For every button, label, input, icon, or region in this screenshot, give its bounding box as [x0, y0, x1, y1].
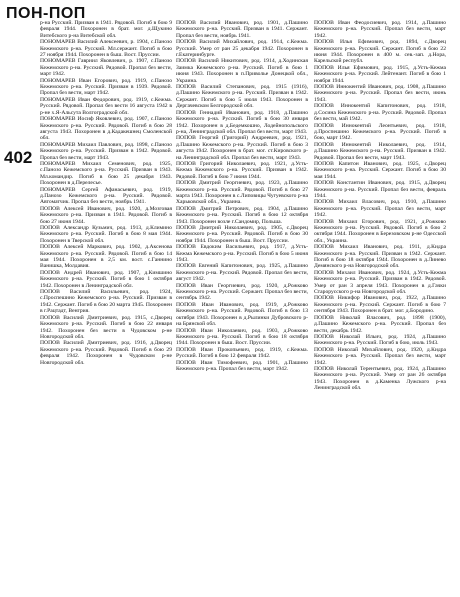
entry-name: ПОПОВ Евдоким Васильевич,	[176, 244, 256, 251]
entry-text: род. 1915 (1916), д.Пашино Кежемского р-на. Русский. Призван в 1942. Сержант. Погиб в бою 5 июля 1943. Похоронен в Дергачевском Белгородской обл.	[176, 84, 308, 110]
entry-text: род. 1901, д.Пашино Кежемского р-на. Русский. Призван в 1941. Сержант. Пропал без вести, ноябрь 1941.	[176, 20, 308, 39]
entry-text: род. 1907, д.Кимшино Кежемского р-на. Русский. Погиб в бою 1 октября 1942. Похоронен в Ленинградской обл.	[40, 269, 172, 289]
entry-text: род. 1918, д.Сосина Кежемского р-на. Русский. Рядовой. Пропал без вести, май 1942.	[314, 103, 446, 123]
page-number: 402	[4, 148, 33, 167]
entry-text: род. 1920, д.Мозговая Кежемского р-на. Призван в 1941. Рядовой. Погиб в бою 27 июня 1944.	[40, 205, 172, 225]
entry-text: род. 1903, д.Рожково Кежемского р-на. Русский. Погиб в бою 18 октября 1944. Похоронен в быш. Вост. Пруссии.	[176, 327, 308, 347]
entry-name: ПОПОВ Василий Дмитриевич,	[40, 314, 119, 321]
entry-text: род. 1925, с.Дворец Кежемского р-на. Русский. Сержант. Погиб в бою 30 мая 1944.	[314, 160, 446, 180]
roll-entry	[314, 366, 446, 392]
roll-entry	[176, 58, 308, 84]
entry-name: ПОНОМАРЕВ Иосиф Яковлевич,	[40, 116, 123, 123]
entry-name: ПОПОВ Григорий Николаевич,	[176, 160, 257, 167]
roll-entry	[314, 84, 446, 103]
entry-name: ПОПОВ Иван Феодосиевич,	[314, 20, 388, 26]
roll-entry	[40, 142, 172, 161]
roll-entry	[40, 270, 172, 289]
entry-text: род. 1921, д.Пашино Кежемского р-на. Русский. Погиб в бою 3 августа 1942. Похоронен в брат. мог. ст.Кировского р-на Ленинградской обл. Пропал без вести, март 1943.	[176, 135, 308, 161]
entry-name: ПОПОВ Андрей Иванович,	[40, 269, 111, 276]
roll-entry	[40, 58, 172, 77]
entry-name: ПОПОВ Алексей Маркович,	[40, 244, 113, 251]
roll-entry	[314, 347, 446, 366]
roll-entry	[176, 110, 308, 136]
roll-entry	[40, 315, 172, 341]
roll-entry	[40, 289, 172, 315]
entry-name: ПОПОВ Николай Ильич,	[314, 333, 383, 340]
entry-text: род. 1907, с.Панозо Кежемского р-на. Русский. Рядовой. Погиб в бою 28 августа 1943. Похоронен в д.Кадакешнец Смоленской обл.	[40, 116, 172, 142]
entry-name: ПОПОВ Николай Терентьевич,	[314, 365, 392, 372]
entry-name: ПОПОВ Дмитрий Петрович,	[176, 205, 250, 212]
entry-name: ПОПОВ Иннокентий Николаевич,	[314, 141, 409, 148]
running-head: ПОН-ПОП	[6, 5, 86, 22]
entry-text: род. 1919, с.Кежма. Русский. Погиб в бою 12 февраля 1942.	[176, 346, 308, 360]
roll-entry	[314, 65, 446, 84]
entry-name: ПОПОВ Михаил Власович,	[314, 199, 387, 206]
entry-name: ПОПОВ Дмитрий Николаевич,	[176, 225, 255, 231]
entry-name: ПОНОМАРЕВ Михаил Павлович,	[40, 141, 123, 148]
entry-text: род. 1898 (1900), д.Пашино Кежемского р-на. Русский. Пропал без вести, декабрь 1942.	[314, 314, 446, 334]
entry-text: род. 1902, д.Аксенова Кежемского р-на. Русский. Рядовой. Погиб в бою 14 мая 1944. Похоронен в 2,5 км. вост. с.Ганнино Ванишка, Молдавия.	[40, 244, 172, 270]
roll-entry	[176, 328, 308, 347]
entry-text: род. 1924, с.Проспешино Кежемского р-на. Русский. Призван в 1942. Сержант. Погиб в бою 20 марта 1945. Похоронен в г.Рацтадт, Венгрия.	[40, 289, 172, 315]
entry-text: род. 1901, д.Пашино Кежемского р-на. Пропал без вести, март 1942.	[176, 359, 308, 372]
roll-entry	[40, 206, 172, 225]
roll-entry	[176, 180, 308, 206]
entry-text: род. 1918, д.Проспешино Кежемского р-на. Русский. Погиб в бою, март 1942.	[314, 122, 446, 142]
entry-text: род. 1914, д.Пашино Кежемского р-на. Русский. Призван в 1942. Рядовой. Пропал без вести, март 1943.	[314, 141, 446, 161]
entry-name: ПОПОВ Василий Степанович,	[176, 84, 256, 91]
entry-text: род. 1919, д.Панозо Кежемского р-на. Русский. Рядовой. Автоматчик. Пропал без вести, ноябрь 1941.	[40, 186, 172, 206]
entry-text: род. 1898, с.Панозо Кежемского р-на. Русский. Призван в 1942. Рядовой. Пропал без вести, март 1943.	[40, 141, 172, 161]
entry-name: ПОПОВ Василий Михайлович,	[176, 39, 255, 46]
entry-text: род. 1908, д.Пашино Кежемского р-на. Русский. Пропал без вести, июнь 1943.	[314, 84, 446, 103]
roll-entry	[314, 20, 446, 39]
entry-name: ПОПОВ Дмитрий Георгиевич,	[176, 180, 253, 187]
entry-name: ПОПОВ Николай Михайлович,	[314, 346, 394, 353]
entry-text: род. 1924, д.Пашино Кежемского р-на. Русский. Умер от ран 26 октября 1943. Похоронен в д.Каменка Лужского р-на Ленинградской обл.	[314, 365, 446, 392]
entry-name: ПОПОВ Геннадий Иванович,	[176, 109, 251, 116]
entry-name: ПОНОМАРЕВ Михаил Семенович,	[40, 160, 137, 167]
entry-text: род. 1925, с.Панозо Кежемского р-на. Русский. Призван в 1943. Мл.командир. Погиб в бою 25 декабря 1943. Похоронен в д.Перелесье.	[40, 160, 172, 187]
entry-name: ПОНОМАРЕВ Иван Егорович,	[40, 77, 119, 84]
entry-name: ПОПОВ Никифор Иванович,	[314, 295, 389, 302]
entry-name: ПОПОВ Иннокентий Капитонович,	[314, 103, 410, 110]
entry-text: род. 1920, д.Кидра Кежемского р-на. Русский. Пропал без вести, март 1942.	[314, 346, 446, 366]
roll-entry	[176, 302, 308, 328]
entry-text: род. 1915, с.Дворец Кежемского р-на. Русский. Погиб в бою 22 января 1942. Похоронен без вести в Чудовском р-не Новгородской обл.	[40, 314, 172, 340]
roll-entry	[176, 39, 308, 58]
entry-name: ПОПОВ Алексей Иванович,	[40, 205, 112, 212]
entry-name: ПОНОМАРЕВ Иван Федорович,	[40, 96, 121, 103]
entry-name: ПОПОВ Михаил Иванович,	[314, 244, 389, 251]
entry-name: ПОПОВ Василий Дмитриевич,	[40, 340, 118, 347]
roll-entry	[40, 20, 172, 39]
roll-entry	[314, 103, 446, 122]
entry-text: род. 1913, д.Климино Кежемского р-на. Русский. Погиб в бою 8 мая 1944. Похоронен в Тверской обл.	[40, 225, 172, 244]
entry-text: род. 1922, д.Пашино Кежемского р-на. Русский. Сержант. Погиб в бою 7 сентября 1943. Похоронен в брат. мог. д.Бородино.	[314, 295, 446, 315]
entry-name: ПОПОВ Иван Прокопьевич,	[176, 346, 251, 353]
roll-entry	[176, 244, 308, 263]
entry-name: ПОПОВ Василий Васильевич,	[40, 289, 130, 296]
roll-entry	[314, 270, 446, 296]
entry-name: ПОПОВ Иван Тимофеевич,	[176, 359, 249, 366]
roll-entry	[40, 187, 172, 206]
roll-entry	[176, 347, 308, 360]
entry-name: ПОНОМАРЕВ Сергей Афанасьевич,	[40, 186, 138, 193]
entry-text: род. 1925, д.Пашино Кежемского р-на. Русский. Рядовой. Пропал без вести, август 1942.	[176, 263, 308, 283]
roll-entry	[314, 334, 446, 347]
text-column-3	[314, 20, 446, 594]
entry-text: род. 1905, с.Дворец Кежемского р-на. Русский. Рядовой. Погиб в бою 30 ноября 1944. Похоронен в быш. Вост. Пруссии.	[176, 225, 308, 244]
text-column-1	[40, 20, 172, 594]
roll-entry	[40, 161, 172, 187]
entry-text: род. 1924, д.Усть-Кежма Кежемского р-на. Русский. Призван в 1942. Рядовой. Умер от ран 3 апреля 1943. Похоронен в д.Гачки Старорусского р-на Новгородской обл.	[314, 269, 446, 296]
roll-entry	[176, 135, 308, 161]
roll-entry	[176, 206, 308, 225]
entry-text: род. 1924, д.Пашино Кежемского р-на. Русский. Погиб в бою, июль 1943.	[314, 333, 446, 347]
roll-entry	[314, 295, 446, 314]
entry-text: род. 1894, с.Дворец Кежемского р-на. Русский. Сержант. Погиб в бою 22 июня 1944. Похоронен в 400 м. сев.-зап. д.Нора, Карельской республ.	[314, 39, 446, 65]
entry-name: ПОПОВ Евгений Капитонович,	[176, 263, 254, 270]
roll-entry	[314, 142, 446, 161]
entry-text: род. 1917, д.Усть-Кежма Кежемского р-на. Русский. Погиб в бою 5 июня 1943.	[176, 244, 308, 264]
entry-text: р-на Русский. Призван в 1941. Рядовой. Погиб в бою 9 февраля 1944. Похоронен в брат. мог. д.Щукино Витебского р-на Витебской обл.	[40, 20, 172, 39]
entry-text: род. 1919, с.Кежма. Русский. Рядовой. Пропал без вести 16 августа 1942 в р-не х.Я-Альсута Волгоградской обл.	[40, 96, 172, 116]
roll-entry	[40, 116, 172, 142]
entry-name: ПОПОВ Георгий (Григорий) Андреевич,	[176, 135, 279, 142]
roll-entry	[176, 161, 308, 180]
roll-entry	[176, 20, 308, 39]
entry-name: ПОПОВ Капитон Иванович,	[314, 160, 389, 167]
entry-name: ПОПОВ Василий Иванович,	[176, 20, 250, 26]
roll-entry	[314, 219, 446, 245]
roll-entry	[314, 315, 446, 334]
entry-name: ПОПОВ Николай Власович,	[314, 314, 391, 321]
entry-name: ПОПОВ Михаил Егорович,	[314, 218, 386, 225]
text-column-2	[176, 20, 308, 594]
roll-entry	[314, 180, 446, 199]
entry-text: род. 1914, д.Пашино Кежемского р-на. Русский. Пропал без вести, март 1942.	[314, 20, 446, 39]
entry-name: ПОПОВ Василий Никитович,	[176, 58, 249, 65]
entry-name: ПОПОВ Александр Кузьмич,	[40, 225, 114, 231]
entry-text: род. 1916, д.Дворец Кежемского р-на. Русский. Рядовой. Погиб в бою 29 февраля 1942. Похоронен в Чудовском р-не Новгородской обл.	[40, 340, 172, 366]
entry-text: род. 1915, д.Усть-Кежма Кежемского р-на. Русский. Лейтенант. Погиб в бою 1 ноября 1944.	[314, 64, 446, 84]
entry-text: род. 1911, д.Кидра Кежемского р-на. Русский. Призван в 1942. Сержант. Погиб в бою 18 октября 1944. Похоронен в д.Линево Демянского р-на Новгородской обл.	[314, 244, 446, 270]
roll-entry	[314, 39, 446, 65]
roll-entry	[176, 263, 308, 282]
roll-entry	[176, 225, 308, 244]
roll-entry	[40, 340, 172, 366]
entry-name: ПОПОВ Иван Николаевич,	[176, 327, 248, 334]
roll-entry	[314, 123, 446, 142]
roll-entry	[40, 97, 172, 116]
entry-name: ПОПОВ Иван Иванович,	[176, 301, 245, 308]
entry-text: род. 1921, д.Усть-Кежма Кежемского р-на. Русский. Призван в 1942. Рядовой. Погиб в бою 7 июня 1944.	[176, 160, 308, 180]
entry-text: род. 1910, д.Пашино Кежемского р-на. Русский. Пропал без вести, март 1942.	[314, 199, 446, 219]
entry-text: род. 1914, д.Ходинская Заимка Кежемского р-на. Русский. Погиб в бою 1 июня 1943. Похоронен в п.Приволье Донецкой обл., Украина.	[176, 58, 308, 84]
entry-text: род. 1914, с.Кежма. Русский. Умер от ран 25 декабря 1942. Похоронен в г.Екатеринбурге.	[176, 39, 308, 59]
entry-name: ПОПОВ Константин Иванович,	[314, 180, 393, 187]
roll-entry	[40, 225, 172, 244]
entry-text: род. 1919, с.Панозо Кежемского р-на. Русский. Призван в 1939. Рядовой. Пропал без вести, март 1942.	[40, 77, 172, 97]
roll-entry	[40, 78, 172, 97]
entry-text: род. 1904, д.Пашино Кежемского р-на. Русский. Погиб в бою 12 октября 1943. Похоронен возле г.Сандомир, Польша.	[176, 205, 308, 225]
entry-text: род. 1923, д.Пашино Кежемского р-на. Русский. Рядовой. Погиб в бою 27 марта 1943. Похоронен в с.Липовицы Чугуевского р-на Харьковской обл., Украина.	[176, 180, 308, 206]
roll-entry	[176, 283, 308, 302]
entry-name: ПОПОВ Михаил Иванович,	[314, 269, 383, 276]
roll-entry	[314, 244, 446, 270]
entry-text: род. 1919, д.Рожково Кежемского р-на. Русский. Рядовой. Погиб в бою 13 октября 1943. Похоронен в д.Рылинки Дубровского р-на Брянской обл.	[176, 301, 308, 328]
entry-text: род. 1915, д.Дворец Кежемского р-на. Русский. Пропал без вести, февраль 1944.	[314, 180, 446, 199]
entry-name: ПОПОВ Иван Георгиевич,	[176, 282, 247, 289]
entry-text: род. 1918, д.Пашино Кежемского р-на. Русский. Погиб в бою 30 января 1942. Похоронен в д.Бедемкошно, Лодейнопольского р-на, Ленинградской обл. Пропал без вести, март 1943.	[176, 109, 308, 135]
roll-entry	[314, 161, 446, 180]
entry-text: род. 1920, д.Рожково Кежемского р-на. Русский. Сержант. Пропал без вести, сентябрь 1942.	[176, 282, 308, 302]
roll-entry	[176, 360, 308, 373]
roll-entry	[176, 84, 308, 110]
entry-name: ПОНОМАРЕВ Гавриил Яковлевич,	[40, 58, 127, 65]
entry-name: ПОПОВ Илья Ефимович,	[314, 39, 385, 46]
entry-name: ПОПОВ Иннокентий Леонтьевич,	[314, 122, 409, 129]
entry-text: р. 1904, с.Панозо Кежемского р-на. Русский. Мл.сержант. Погиб в бою 27 ноября 1944. Похоронен в быш. Вост. Пруссии.	[40, 39, 172, 59]
roll-entry	[40, 244, 172, 270]
roll-entry	[40, 39, 172, 58]
entry-text: р. 1907, с.Панозо Кежемского р-на. Русский. Рядовой. Пропал без вести, март 1942.	[40, 58, 172, 78]
roll-entry	[314, 199, 446, 218]
entry-text: род. 1921, д.Рожково Кежемского р-на. Русский. Рядовой. Погиб в бою 2 октября 1944. Похоронен в Березовском р-не Одесской обл., Украина.	[314, 218, 446, 244]
entry-name: ПОПОВ Илья Ефимович,	[314, 64, 380, 71]
entry-name: ПОПОВ Иннокентий Иванович,	[314, 84, 393, 91]
entry-name: ПОНОМАРЕВ Василий Алексеевич,	[40, 39, 129, 46]
